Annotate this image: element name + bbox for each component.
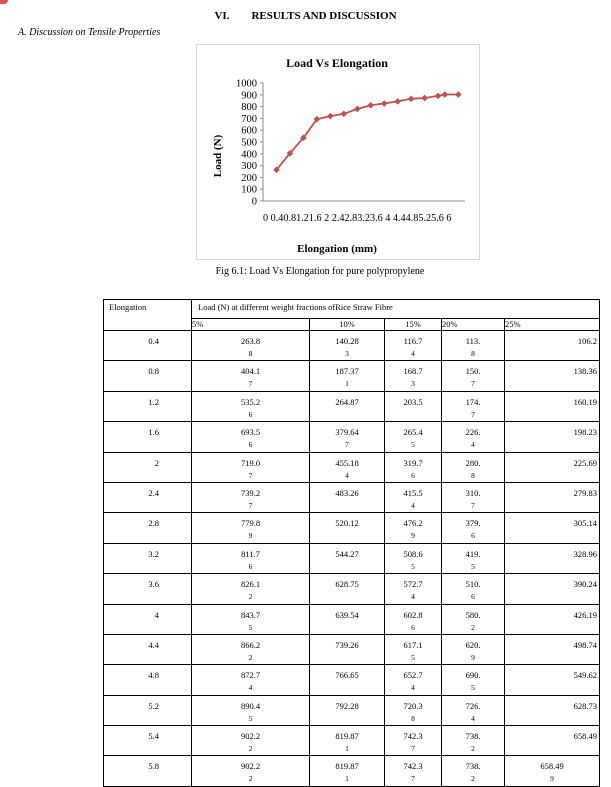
cell-load-25pct: 106.2 — [505, 331, 600, 361]
cell-load-15pct: 265.4 5 — [385, 422, 442, 452]
y-axis — [236, 79, 263, 208]
cell-elongation: 5.8 — [104, 756, 192, 786]
cell-load-25pct: 328.96 — [505, 543, 600, 573]
cell-load-15pct: 617.1 5 — [385, 634, 442, 664]
cell-elongation: 4.4 — [104, 634, 192, 664]
cell-load-15pct: 572.7 4 — [385, 574, 442, 604]
cell-load-20pct: 580. 2 — [442, 604, 505, 634]
header-elongation: Elongation — [104, 300, 192, 331]
cell-load-15pct: 168.7 3 — [385, 361, 442, 391]
cell-load-15pct: 319.7 6 — [385, 452, 442, 482]
cell-load-25pct: 279.83 — [505, 482, 600, 512]
series-load — [273, 91, 461, 173]
cell-elongation: 4.8 — [104, 665, 192, 695]
subsection-heading: A. Discussion on Tensile Properties — [18, 27, 161, 38]
table-row — [104, 726, 600, 756]
section-number: VI. — [214, 10, 230, 22]
chart-area — [196, 44, 480, 260]
y-tick-label: 800 — [241, 102, 257, 114]
cell-elongation: 2 — [104, 452, 192, 482]
cell-load-20pct: 738. 2 — [442, 756, 505, 786]
cell-elongation: 3.6 — [104, 574, 192, 604]
cell-load-15pct: 415.5 4 — [385, 482, 442, 512]
cell-load-25pct: 305.14 — [505, 513, 600, 543]
cell-load-10pct: 819.87 1 — [310, 726, 385, 756]
cell-load-5pct: 404.1 7 — [192, 361, 310, 391]
table-header-row — [104, 300, 600, 319]
data-point — [442, 91, 449, 98]
table-row — [104, 361, 600, 391]
cell-load-5pct: 263.8 8 — [192, 331, 310, 361]
data-point — [455, 91, 462, 98]
cell-load-5pct: 779.8 9 — [192, 513, 310, 543]
cell-elongation: 5.4 — [104, 726, 192, 756]
cell-load-15pct: 116.7 4 — [385, 331, 442, 361]
data-point — [327, 113, 334, 120]
cell-load-15pct: 742.3 7 — [385, 756, 442, 786]
cell-load-20pct: 419. 5 — [442, 543, 505, 573]
cell-elongation: 4 — [104, 604, 192, 634]
cell-load-5pct: 719.0 7 — [192, 452, 310, 482]
load-vs-elongation-chart — [197, 45, 479, 259]
cell-load-15pct: 720.3 8 — [385, 695, 442, 725]
cell-load-20pct: 174. 7 — [442, 391, 505, 421]
cell-load-20pct: 280. 8 — [442, 452, 505, 482]
cell-elongation: 1.6 — [104, 422, 192, 452]
cell-load-10pct: 264.87 — [310, 391, 385, 421]
y-tick-label: 500 — [241, 137, 257, 149]
table-row — [104, 634, 600, 664]
header-25pct: 25% — [505, 319, 600, 331]
y-tick-label: 400 — [241, 149, 257, 161]
cell-load-25pct: 198.23 — [505, 422, 600, 452]
cell-load-10pct: 455.18 4 — [310, 452, 385, 482]
data-point — [341, 110, 348, 117]
cell-load-25pct: 138.36 — [505, 361, 600, 391]
y-tick-label: 900 — [241, 90, 257, 102]
cell-load-15pct: 602.8 6 — [385, 604, 442, 634]
y-tick-label: 100 — [241, 184, 257, 196]
cell-load-20pct: 620. 9 — [442, 634, 505, 664]
cell-load-25pct: 628.73 — [505, 695, 600, 725]
table-row — [104, 331, 600, 361]
table-row — [104, 756, 600, 786]
data-point — [435, 93, 442, 100]
y-tick-label: 700 — [241, 113, 257, 125]
cell-load-20pct: 379. 6 — [442, 513, 505, 543]
cell-load-25pct: 549.62 — [505, 665, 600, 695]
cell-load-20pct: 690. 5 — [442, 665, 505, 695]
table-row — [104, 422, 600, 452]
cell-load-10pct: 628.75 — [310, 574, 385, 604]
cell-load-5pct: 535.2 6 — [192, 391, 310, 421]
data-point — [421, 95, 428, 102]
cell-load-5pct: 843.7 5 — [192, 604, 310, 634]
cell-load-25pct: 426.19 — [505, 604, 600, 634]
table-body — [104, 331, 600, 787]
data-point — [394, 98, 401, 105]
cell-load-25pct: 225.69 — [505, 452, 600, 482]
y-tick-label: 200 — [241, 172, 257, 184]
cell-elongation: 2.4 — [104, 482, 192, 512]
cell-load-5pct: 739.2 7 — [192, 482, 310, 512]
cell-load-25pct: 390.24 — [505, 574, 600, 604]
table-row — [104, 695, 600, 725]
cell-load-10pct: 187.37 1 — [310, 361, 385, 391]
y-axis-label: Load (N) — [212, 134, 224, 178]
cell-load-15pct: 508.6 5 — [385, 543, 442, 573]
cell-load-5pct: 902.2 2 — [192, 756, 310, 786]
cell-elongation: 0.8 — [104, 361, 192, 391]
chart-title: Load Vs Elongation — [286, 56, 388, 70]
table-row — [104, 482, 600, 512]
cell-load-20pct: 113. 8 — [442, 331, 505, 361]
data-point — [367, 102, 374, 109]
cell-load-15pct: 203.5 — [385, 391, 442, 421]
cell-load-5pct: 693.5 6 — [192, 422, 310, 452]
corner-mark — [0, 0, 8, 4]
cell-load-25pct: 658.49 — [505, 726, 600, 756]
cell-elongation: 2.8 — [104, 513, 192, 543]
cell-load-20pct: 738. 2 — [442, 726, 505, 756]
y-tick-label: 600 — [241, 125, 257, 137]
header-5pct: 5% — [192, 319, 310, 331]
cell-load-10pct: 819.87 1 — [310, 756, 385, 786]
cell-load-5pct: 826.1 2 — [192, 574, 310, 604]
data-point — [381, 100, 388, 107]
cell-elongation: 3.2 — [104, 543, 192, 573]
cell-load-15pct: 742.3 7 — [385, 726, 442, 756]
header-15pct: 15% — [385, 319, 442, 331]
cell-load-10pct: 639.54 — [310, 604, 385, 634]
cell-load-25pct: 498.74 — [505, 634, 600, 664]
x-axis-label: Elongation (mm) — [297, 243, 377, 255]
y-tick-label: 0 — [251, 196, 257, 208]
cell-load-5pct: 890.4 5 — [192, 695, 310, 725]
cell-load-5pct: 902.2 2 — [192, 726, 310, 756]
cell-elongation: 0.4 — [104, 331, 192, 361]
y-tick-label: 300 — [241, 161, 257, 173]
cell-load-10pct: 544.27 — [310, 543, 385, 573]
table-row — [104, 574, 600, 604]
cell-elongation: 5.2 — [104, 695, 192, 725]
table-row — [104, 452, 600, 482]
table-row — [104, 604, 600, 634]
figure-caption: Fig 6.1: Load Vs Elongation for pure polypropylene — [215, 266, 425, 277]
cell-load-5pct: 811.7 6 — [192, 543, 310, 573]
cell-load-20pct: 226. 4 — [442, 422, 505, 452]
table-row — [104, 513, 600, 543]
table-row — [104, 543, 600, 573]
header-20pct: 20% — [442, 319, 505, 331]
cell-load-20pct: 150. 7 — [442, 361, 505, 391]
cell-load-20pct: 510. 6 — [442, 574, 505, 604]
cell-load-10pct: 379.64 7 — [310, 422, 385, 452]
cell-load-5pct: 872.7 4 — [192, 665, 310, 695]
table-row — [104, 391, 600, 421]
cell-load-15pct: 476.2 9 — [385, 513, 442, 543]
series-line — [277, 95, 459, 170]
cell-load-20pct: 726. 4 — [442, 695, 505, 725]
cell-load-20pct: 310. 7 — [442, 482, 505, 512]
cell-load-10pct: 520.12 — [310, 513, 385, 543]
data-point — [354, 106, 361, 113]
data-point — [408, 95, 415, 102]
cell-load-5pct: 866.2 2 — [192, 634, 310, 664]
cell-load-15pct: 652.7 4 — [385, 665, 442, 695]
header-load: Load (N) at different weight fractions ofRice Straw Fibre — [192, 300, 600, 319]
section-heading — [0, 10, 611, 22]
y-tick-label: 1000 — [236, 78, 257, 90]
section-title: RESULTS AND DISCUSSION — [251, 10, 397, 22]
cell-load-10pct: 766.65 — [310, 665, 385, 695]
cell-load-10pct: 483.26 — [310, 482, 385, 512]
header-10pct: 10% — [310, 319, 385, 331]
load-elongation-table — [103, 299, 600, 787]
cell-load-10pct: 792.28 — [310, 695, 385, 725]
table-row — [104, 665, 600, 695]
cell-load-10pct: 739.26 — [310, 634, 385, 664]
cell-load-10pct: 140.28 3 — [310, 331, 385, 361]
x-tick-labels: 0 0.40.81.21.6 2 2.42.83.23.6 4 4.44.85.25.6 6 — [263, 213, 452, 224]
cell-load-25pct: 160.19 — [505, 391, 600, 421]
cell-load-25pct: 658.49 9 — [505, 756, 600, 786]
cell-elongation: 1.2 — [104, 391, 192, 421]
